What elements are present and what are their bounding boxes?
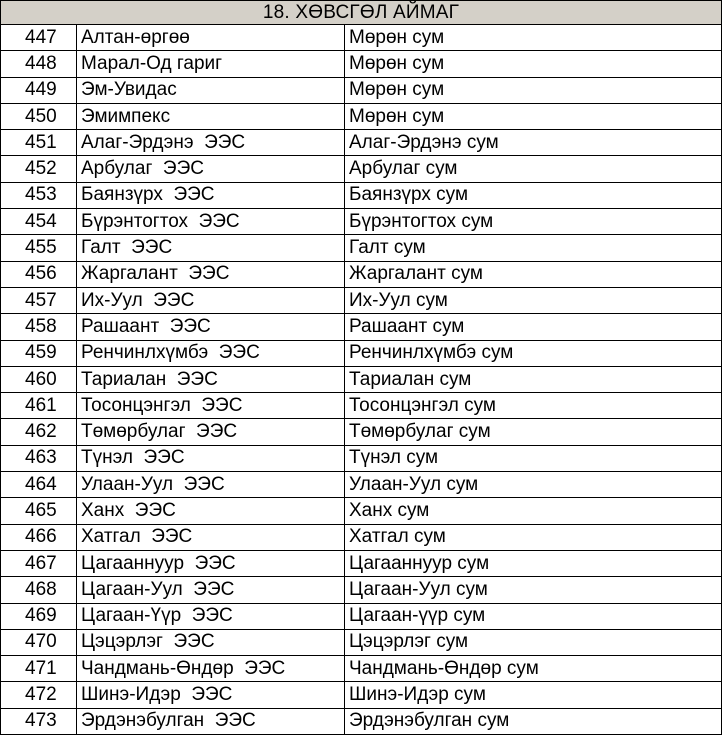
row-number-cell[interactable]: 455 xyxy=(1,235,77,261)
row-number-cell[interactable]: 468 xyxy=(1,577,77,603)
row-number-cell[interactable]: 447 xyxy=(1,25,77,51)
row-number-cell[interactable]: 460 xyxy=(1,366,77,392)
location-cell[interactable]: Ханх сум xyxy=(345,498,722,524)
table-row xyxy=(1,366,722,392)
aimag-title[interactable]: 18. ХӨВСГӨЛ АЙМАГ xyxy=(1,1,722,25)
table-row xyxy=(1,393,722,419)
table-row xyxy=(1,419,722,445)
table-row xyxy=(1,182,722,208)
org-name-cell[interactable]: Алтан-өргөө xyxy=(77,25,345,51)
row-number-cell[interactable]: 461 xyxy=(1,393,77,419)
org-name-cell[interactable]: Эм-Увидас xyxy=(77,77,345,103)
row-number-cell[interactable]: 453 xyxy=(1,182,77,208)
location-cell[interactable]: Мөрөн сум xyxy=(345,103,722,129)
table-row xyxy=(1,314,722,340)
row-number-cell[interactable]: 448 xyxy=(1,51,77,77)
org-name-cell[interactable]: Цагаан-Үүр ЭЭС xyxy=(77,603,345,629)
org-name-cell[interactable]: Марал-Од гариг xyxy=(77,51,345,77)
org-name-cell[interactable]: Баянзүрх ЭЭС xyxy=(77,182,345,208)
location-cell[interactable]: Шинэ-Идэр сум xyxy=(345,682,722,708)
location-cell[interactable]: Тариалан сум xyxy=(345,366,722,392)
org-name-cell[interactable]: Тосонцэнгэл ЭЭС xyxy=(77,393,345,419)
header-row xyxy=(1,1,722,25)
location-cell[interactable]: Цагааннуур сум xyxy=(345,550,722,576)
location-cell[interactable]: Галт сум xyxy=(345,235,722,261)
org-name-cell[interactable]: Тариалан ЭЭС xyxy=(77,366,345,392)
org-name-cell[interactable]: Галт ЭЭС xyxy=(77,235,345,261)
table-row xyxy=(1,156,722,182)
table-row xyxy=(1,130,722,156)
table-row xyxy=(1,261,722,287)
row-number-cell[interactable]: 473 xyxy=(1,708,77,734)
location-cell[interactable]: Алаг-Эрдэнэ сум xyxy=(345,130,722,156)
row-number-cell[interactable]: 469 xyxy=(1,603,77,629)
row-number-cell[interactable]: 463 xyxy=(1,445,77,471)
table-row xyxy=(1,498,722,524)
row-number-cell[interactable]: 454 xyxy=(1,209,77,235)
table-row xyxy=(1,472,722,498)
table-row xyxy=(1,708,722,734)
table-row xyxy=(1,682,722,708)
location-cell[interactable]: Цэцэрлэг сум xyxy=(345,629,722,655)
org-name-cell[interactable]: Түнэл ЭЭС xyxy=(77,445,345,471)
row-number-cell[interactable]: 457 xyxy=(1,287,77,313)
org-name-cell[interactable]: Цагааннуур ЭЭС xyxy=(77,550,345,576)
location-cell[interactable]: Мөрөн сум xyxy=(345,51,722,77)
row-number-cell[interactable]: 452 xyxy=(1,156,77,182)
org-name-cell[interactable]: Чандмань-Өндөр ЭЭС xyxy=(77,656,345,682)
table-row xyxy=(1,51,722,77)
row-number-cell[interactable]: 449 xyxy=(1,77,77,103)
location-cell[interactable]: Төмөрбулаг сум xyxy=(345,419,722,445)
table-row xyxy=(1,25,722,51)
row-number-cell[interactable]: 472 xyxy=(1,682,77,708)
table-row xyxy=(1,77,722,103)
location-cell[interactable]: Мөрөн сум xyxy=(345,77,722,103)
row-number-cell[interactable]: 456 xyxy=(1,261,77,287)
table-body xyxy=(1,1,722,735)
table-row xyxy=(1,603,722,629)
org-name-cell[interactable]: Шинэ-Идэр ЭЭС xyxy=(77,682,345,708)
org-name-cell[interactable]: Эрдэнэбулган ЭЭС xyxy=(77,708,345,734)
org-name-cell[interactable]: Хатгал ЭЭС xyxy=(77,524,345,550)
table-row xyxy=(1,287,722,313)
org-name-cell[interactable]: Цэцэрлэг ЭЭС xyxy=(77,629,345,655)
row-number-cell[interactable]: 464 xyxy=(1,472,77,498)
table-row xyxy=(1,235,722,261)
row-number-cell[interactable]: 466 xyxy=(1,524,77,550)
location-cell[interactable]: Түнэл сум xyxy=(345,445,722,471)
table-row xyxy=(1,524,722,550)
row-number-cell[interactable]: 471 xyxy=(1,656,77,682)
row-number-cell[interactable]: 459 xyxy=(1,340,77,366)
org-name-cell[interactable]: Их-Уул ЭЭС xyxy=(77,287,345,313)
org-name-cell[interactable]: Рашаант ЭЭС xyxy=(77,314,345,340)
row-number-cell[interactable]: 470 xyxy=(1,629,77,655)
location-cell[interactable]: Мөрөн сум xyxy=(345,25,722,51)
table-row xyxy=(1,103,722,129)
location-cell[interactable]: Чандмань-Өндөр сум xyxy=(345,656,722,682)
org-name-cell[interactable]: Улаан-Уул ЭЭС xyxy=(77,472,345,498)
org-name-cell[interactable]: Ренчинлхүмбэ ЭЭС xyxy=(77,340,345,366)
org-name-cell[interactable]: Ханх ЭЭС xyxy=(77,498,345,524)
location-cell[interactable]: Тосонцэнгэл сум xyxy=(345,393,722,419)
location-cell[interactable]: Жаргалант сум xyxy=(345,261,722,287)
org-name-cell[interactable]: Алаг-Эрдэнэ ЭЭС xyxy=(77,130,345,156)
location-cell[interactable]: Ренчинлхүмбэ сум xyxy=(345,340,722,366)
table-row xyxy=(1,629,722,655)
location-cell[interactable]: Улаан-Уул сум xyxy=(345,472,722,498)
table-row xyxy=(1,577,722,603)
org-name-cell[interactable]: Төмөрбулаг ЭЭС xyxy=(77,419,345,445)
location-cell[interactable]: Рашаант сум xyxy=(345,314,722,340)
row-number-cell[interactable]: 462 xyxy=(1,419,77,445)
table-row xyxy=(1,340,722,366)
row-number-cell[interactable]: 465 xyxy=(1,498,77,524)
org-name-cell[interactable]: Бүрэнтогтох ЭЭС xyxy=(77,209,345,235)
location-cell[interactable]: Эрдэнэбулган сум xyxy=(345,708,722,734)
row-number-cell[interactable]: 451 xyxy=(1,130,77,156)
location-cell[interactable]: Баянзүрх сум xyxy=(345,182,722,208)
location-cell[interactable]: Цагаан-үүр сум xyxy=(345,603,722,629)
location-cell[interactable]: Бүрэнтогтох сум xyxy=(345,209,722,235)
location-cell[interactable]: Хатгал сум xyxy=(345,524,722,550)
row-number-cell[interactable]: 458 xyxy=(1,314,77,340)
row-number-cell[interactable]: 450 xyxy=(1,103,77,129)
table-row xyxy=(1,445,722,471)
org-name-cell[interactable]: Жаргалант ЭЭС xyxy=(77,261,345,287)
org-name-cell[interactable]: Эмимпекс xyxy=(77,103,345,129)
location-cell[interactable]: Цагаан-Уул сум xyxy=(345,577,722,603)
table-row xyxy=(1,209,722,235)
location-cell[interactable]: Их-Уул сум xyxy=(345,287,722,313)
table-row xyxy=(1,550,722,576)
location-cell[interactable]: Арбулаг сум xyxy=(345,156,722,182)
table-row xyxy=(1,656,722,682)
org-name-cell[interactable]: Цагаан-Уул ЭЭС xyxy=(77,577,345,603)
row-number-cell[interactable]: 467 xyxy=(1,550,77,576)
org-name-cell[interactable]: Арбулаг ЭЭС xyxy=(77,156,345,182)
